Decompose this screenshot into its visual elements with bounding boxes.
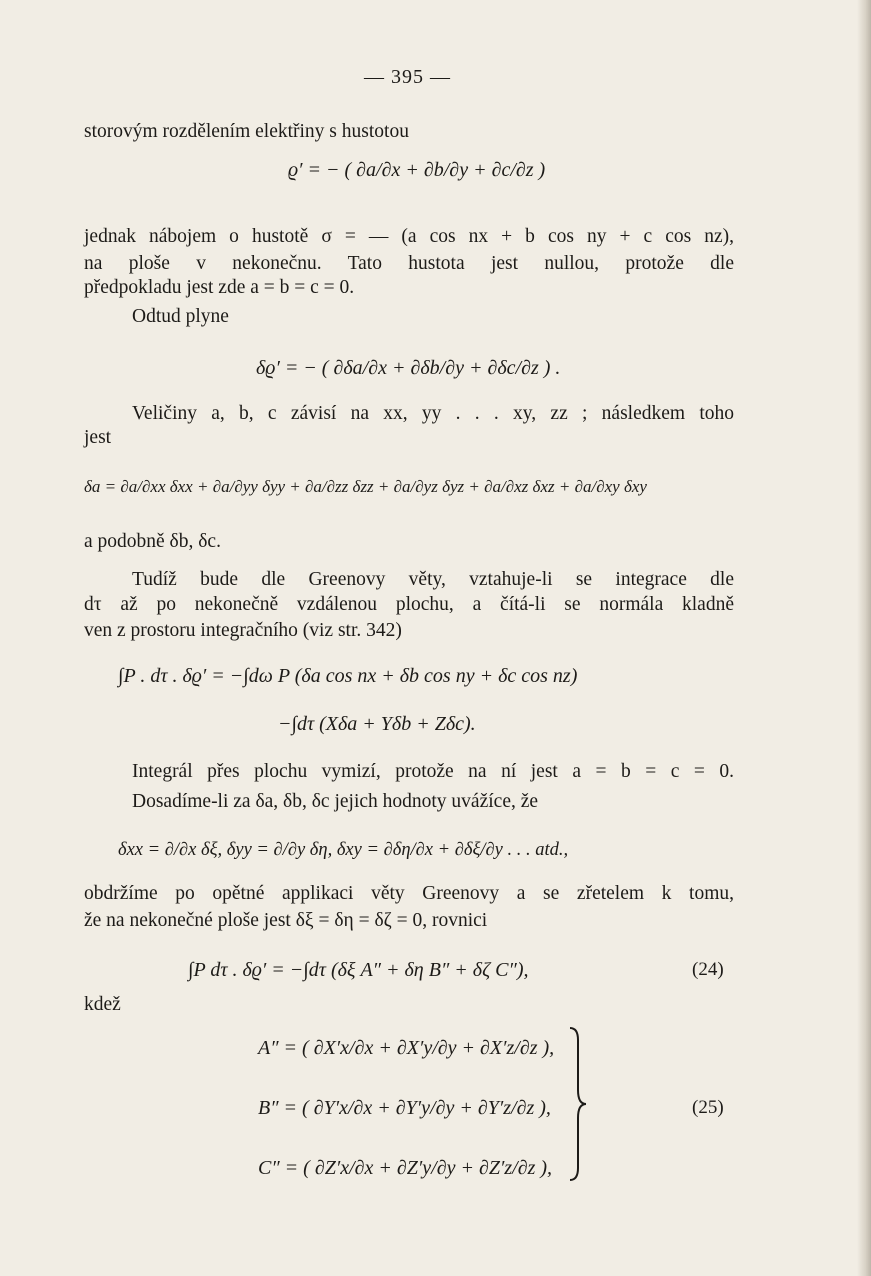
text-line: kdež xyxy=(84,994,121,1015)
equation-delta-rho: δϱ′ = − ( ∂δa/∂x + ∂δb/∂y + ∂δc/∂z ) . xyxy=(256,357,561,379)
text-line: na ploše v nekonečnu. Tato hustota jest nullou, protože dle xyxy=(84,253,734,274)
equation-rho: ϱ′ = − ( ∂a/∂x + ∂b/∂y + ∂c/∂z ) xyxy=(288,159,546,181)
text-line: Veličiny a, b, c závisí na xx, yy . . . xy, zz ; následkem toho xyxy=(132,403,734,424)
equation-number-24: (24) xyxy=(692,959,724,980)
text-line: Tudíž bude dle Greenovy věty, vztahuje-li se integrace dle xyxy=(132,569,734,590)
text-line: Integrál přes plochu vymizí, protože na ní jest a = b = c = 0. xyxy=(132,761,734,782)
text-line: a podobně δb, δc. xyxy=(84,531,221,552)
text-line: ven z prostoru integračního (viz str. 342) xyxy=(84,620,402,641)
text-line: Odtud plyne xyxy=(132,306,229,327)
text-line: storovým rozdělením elektřiny s hustotou xyxy=(84,121,409,142)
equation-integral-1: ∫P . dτ . δϱ′ = −∫dω P (δa cos nx + δb cos ny + δc cos nz) xyxy=(118,665,578,687)
text-line: že na nekonečné ploše jest δξ = δη = δζ = 0, rovnici xyxy=(84,910,488,931)
page-number: — 395 — xyxy=(364,66,451,88)
equation-C: C″ = ( ∂Z′x/∂x + ∂Z′y/∂y + ∂Z′z/∂z ), xyxy=(258,1157,553,1179)
right-brace xyxy=(566,1026,592,1182)
equation-integral-2: −∫dτ (Xδa + Yδb + Zδc). xyxy=(278,713,476,735)
text-line: Dosadíme-li za δa, δb, δc jejich hodnoty uvážíce, že xyxy=(132,791,539,812)
page-edge-shadow xyxy=(857,0,871,1276)
text-line: předpokladu jest zde a = b = c = 0. xyxy=(84,277,355,298)
equation-B: B″ = ( ∂Y′x/∂x + ∂Y′y/∂y + ∂Y′z/∂z ), xyxy=(258,1097,551,1119)
text-line: obdržíme po opětné applikaci věty Greenovy a se zřetelem k tomu, xyxy=(84,883,734,904)
equation-delta-a: δa = ∂a/∂xx δxx + ∂a/∂yy δyy + ∂a/∂zz δzz + ∂a/∂yz δyz + ∂a/∂xz δxz + ∂a/∂xy δxy xyxy=(84,477,647,496)
equation-A: A″ = ( ∂X′x/∂x + ∂X′y/∂y + ∂X′z/∂z ), xyxy=(258,1037,555,1059)
text-line: dτ až po nekonečně vzdálenou plochu, a čítá-li se normála kladně xyxy=(84,594,734,615)
equation-24: ∫P dτ . δϱ′ = −∫dτ (δξ A″ + δη B″ + δζ C″), xyxy=(188,959,529,981)
equation-substitution: δxx = ∂/∂x δξ, δyy = ∂/∂y δη, δxy = ∂δη/∂x + ∂δξ/∂y . . . atd., xyxy=(118,840,569,860)
text-line: jednak nábojem o hustotě σ = — (a cos nx + b cos ny + c cos nz), xyxy=(84,226,734,247)
text-line: jest xyxy=(84,427,112,448)
equation-number-25: (25) xyxy=(692,1097,724,1118)
